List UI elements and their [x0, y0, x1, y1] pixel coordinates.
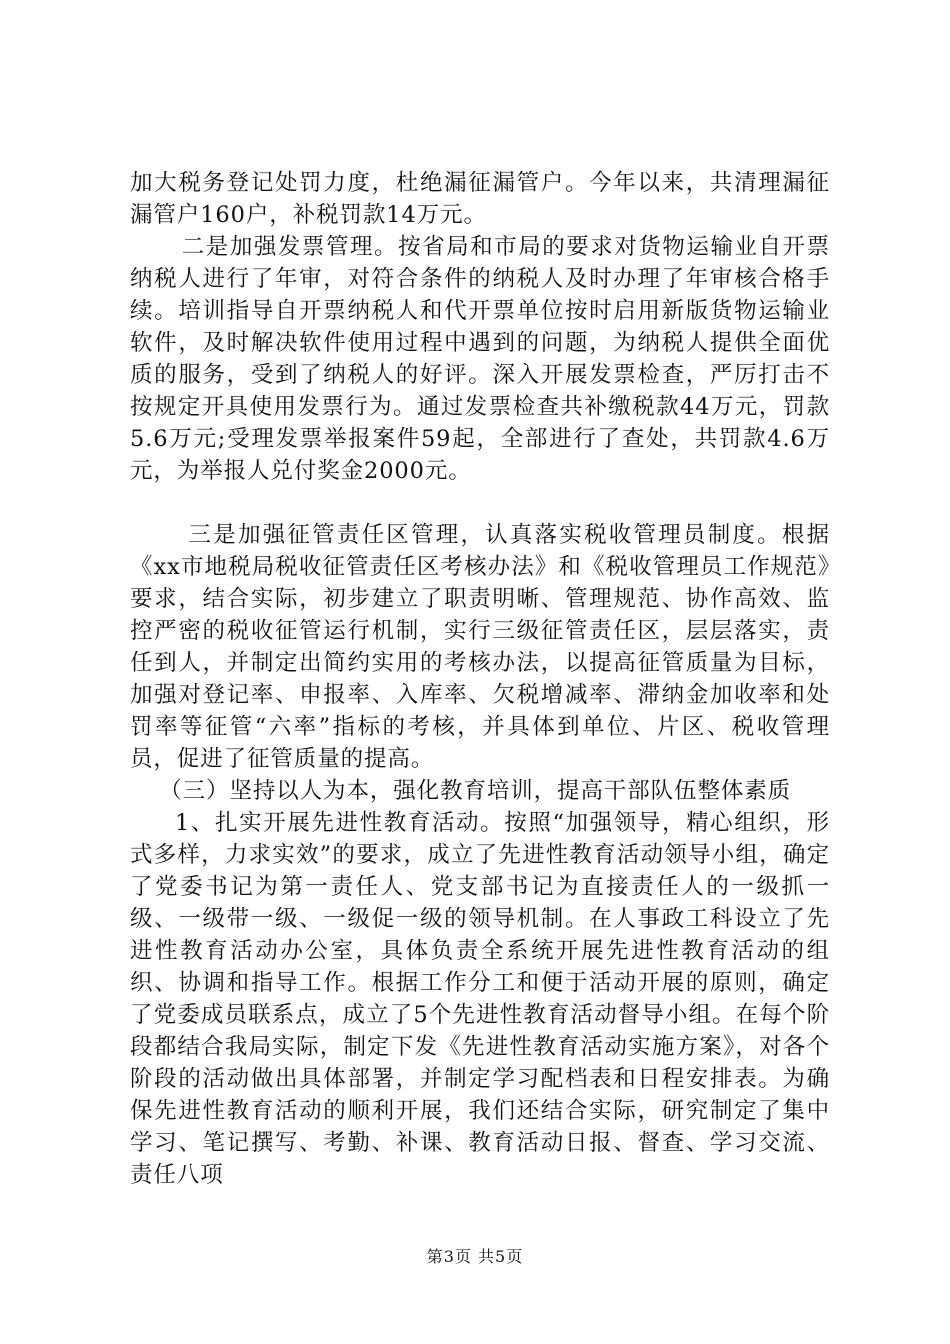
- paragraph-continuation: 加大税务登记处罚力度，杜绝漏征漏管户。今年以来，共清理漏征漏管户160户，补税罚款14万元。: [130, 170, 830, 228]
- paragraph-responsibility-zone: 三是加强征管责任区管理，认真落实税收管理员制度。根据《xx市地税局税收征管责任区考核办法》和《税收管理员工作规范》要求，结合实际，初步建立了职责明晰、管理规范、协作高效、监控严密的税收征管运行机制，实行三级征管责任区，层层落实，责任到人，并制定出简约实用的考核办法，以提高征管质量为目标，加强对登记率、申报率、入库率、欠税增减率、滞纳金加收率和处罚率等征管“六率”指标的考核，并具体到单位、片区、税收管理员，促进了征管质量的提高。: [130, 522, 830, 772]
- document-body: [130, 167, 830, 1191]
- page-footer: 第3页 共5页: [426, 1247, 524, 1266]
- paragraph-advanced-education: 1、扎实开展先进性教育活动。按照“加强领导，精心组织，形式多样，力求实效”的要求，成立了先进性教育活动领导小组，确定了党委书记为第一责任人、党支部书记为直接责任人的一级抓一级、一级带一级、一级促一级的领导机制。在人事政工科设立了先进性教育活动办公室，具体负责全系统开展先进性教育活动的组织、协调和指导工作。根据工作分工和便于活动开展的原则，确定了党委成员联系点，成立了5个先进性教育活动督导小组。在每个阶段都结合我局实际，制定下发《先进性教育活动实施方案》，对各个阶段的活动做出具体部署，并制定学习配档表和日程安排表。为确保先进性教育活动的顺利开展，我们还结合实际，研究制定了集中学习、笔记撰写、考勤、补课、教育活动日报、督查、学习交流、责任八项: [130, 810, 830, 1188]
- section-heading-three: （三）坚持以人为本，强化教育培训，提高干部队伍整体素质: [159, 778, 792, 804]
- paragraph-invoice-management: 二是加强发票管理。按省局和市局的要求对货物运输业自开票纳税人进行了年审，对符合条件的纳税人及时办理了年审核合格手续。培训指导自开票纳税人和代开票单位按时启用新版货物运输业软件，及时解决软件使用过程中遇到的问题，为纳税人提供全面优质的服务，受到了纳税人的好评。深入开展发票检查，严厉打击不按规定开具使用发票行为。通过发票检查共补缴税款44万元，罚款5.6万元;受理发票举报案件59起，全部进行了查处，共罚款4.6万元，为举报人兑付奖金2000元。: [130, 234, 830, 484]
